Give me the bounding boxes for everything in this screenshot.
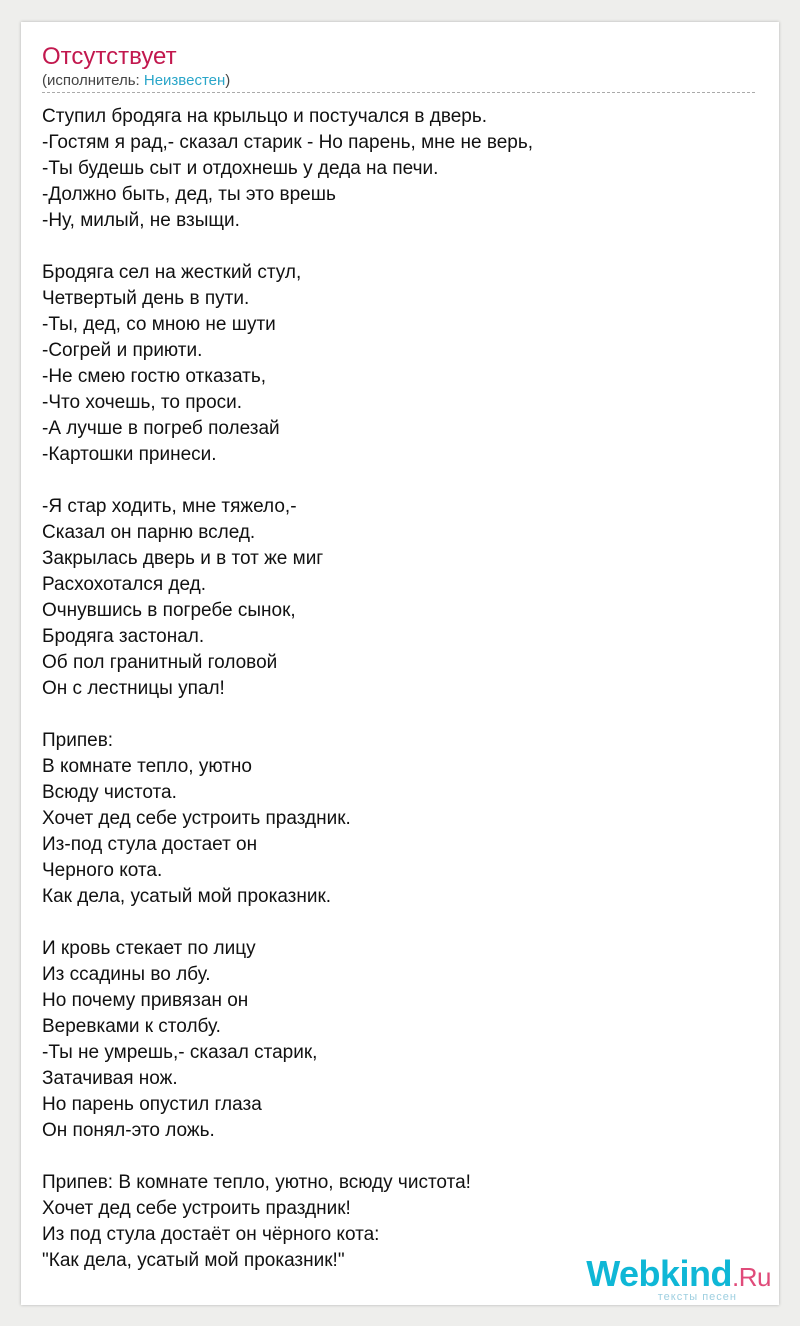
title-divider [42,92,755,93]
lyrics-line: Хочет дед себе устроить праздник! [42,1198,351,1219]
artist-suffix: ) [225,72,231,89]
lyrics-line: Об пол гранитный головой [42,652,278,673]
lyrics-line: Ступил бродяга на крыльцо и постучался в дверь. [42,106,488,127]
logo-brand-tld: .Ru [732,1262,771,1292]
lyrics-line: -Ну, милый, не взыщи. [42,210,240,231]
lyrics-line: -Согрей и приюти. [42,340,203,361]
lyrics-line: -Я стар ходить, мне тяжело,- [42,496,297,517]
lyrics-line: Веревками к столбу. [42,1016,221,1037]
lyrics-line: -Должно быть, дед, ты это врешь [42,184,336,205]
lyrics-line: -Ты будешь сыт и отдохнешь у деда на печи. [42,158,439,179]
lyrics-line: Закрылась дверь и в тот же миг [42,548,324,569]
lyrics-card [21,22,779,1305]
lyrics-line: -А лучше в погреб полезай [42,418,280,439]
lyrics-line: Из ссадины во лбу. [42,964,211,985]
lyrics-text [42,104,762,1274]
lyrics-line: -Ты, дед, со мною не шути [42,314,276,335]
lyrics-line: -Что хочешь, то проси. [42,392,243,413]
lyrics-line: Как дела, усатый мой проказник. [42,886,332,907]
lyrics-line: Всюду чистота. [42,782,177,803]
artist-link[interactable]: Неизвестен [143,72,226,89]
lyrics-line: Припев: В комнате тепло, уютно, всюду чистота! [42,1172,471,1193]
logo-brand-main: Webkind [586,1253,733,1294]
artist-line [42,72,230,90]
lyrics-line: Затачивая нож. [42,1068,178,1089]
lyrics-line: Он с лестницы упал! [42,678,225,699]
lyrics-blank-line [42,1144,762,1170]
lyrics-line: Хочет дед себе устроить праздник. [42,808,351,829]
lyrics-line: -Картошки принеси. [42,444,217,465]
lyrics-line: И кровь стекает по лицу [42,938,256,959]
lyrics-blank-line [42,702,762,728]
lyrics-line: Очнувшись в погребе сынок, [42,600,296,621]
lyrics-line: -Ты не умрешь,- сказал старик, [42,1042,318,1063]
lyrics-line: Бродяга застонал. [42,626,205,647]
lyrics-line: Но парень опустил глаза [42,1094,262,1115]
lyrics-line: Бродяга сел на жесткий стул, [42,262,302,283]
lyrics-line: -Не смею гостю отказать, [42,366,267,387]
lyrics-line: В комнате тепло, уютно [42,756,252,777]
lyrics-blank-line [42,234,762,260]
lyrics-line: Расхохотался дед. [42,574,206,595]
logo-tagline: тексты песен [657,1291,737,1303]
lyrics-line: -Гостям я рад,- сказал старик - Но парень, мне не верь, [42,132,534,153]
lyrics-blank-line [42,468,762,494]
lyrics-line: Но почему привязан он [42,990,249,1011]
logo-brand [586,1253,771,1295]
lyrics-blank-line [42,910,762,936]
lyrics-line: Из под стула достаёт он чёрного кота: [42,1224,380,1245]
lyrics-line: "Как дела, усатый мой проказник!" [42,1250,345,1271]
song-title: Отсутствует [42,43,177,70]
lyrics-line: Четвертый день в пути. [42,288,250,309]
lyrics-line: Он понял-это ложь. [42,1120,215,1141]
lyrics-line: Черного кота. [42,860,163,881]
lyrics-line: Сказал он парню вслед. [42,522,256,543]
artist-prefix: (исполнитель: [42,72,144,89]
site-logo[interactable] [586,1253,771,1303]
lyrics-line: Припев: [42,730,114,751]
lyrics-line: Из-под стула достает он [42,834,258,855]
